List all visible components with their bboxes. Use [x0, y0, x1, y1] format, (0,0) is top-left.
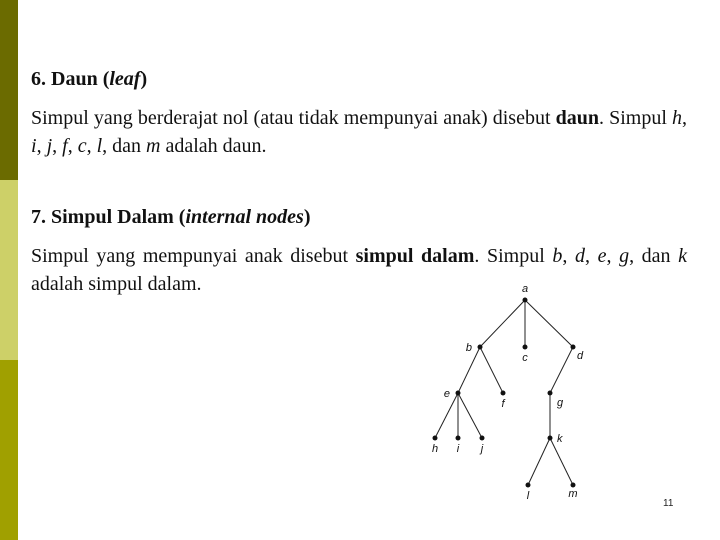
tree-node-e: [456, 391, 461, 396]
tree-node-a: [523, 298, 528, 303]
paragraph-leaf-definition: Simpul yang berderajat nol (atau tidak mempunyai anak) disebut daun. Simpul h, i, j, f, c, l, dan m adalah daun.: [31, 107, 687, 157]
tree-label-g: g: [557, 397, 564, 409]
tree-node-d: [571, 345, 576, 350]
tree-label-h: h: [431, 443, 439, 455]
tree-node-g: [548, 391, 553, 396]
left-accent-bar-middle: [0, 180, 18, 360]
tree-edge-k-m: [550, 438, 573, 485]
tree-node-h: [433, 436, 438, 441]
tree-node-c: [523, 345, 528, 350]
tree-node-k: [548, 436, 553, 441]
tree-label-c: c: [522, 352, 528, 364]
tree-label-f: f: [501, 398, 505, 410]
tree-node-j: [480, 436, 485, 441]
tree-label-b: b: [465, 342, 472, 354]
left-accent-bar-top: [0, 0, 18, 180]
tree-label-i: i: [456, 443, 460, 455]
tree-edge-b-f: [480, 347, 503, 393]
tree-edge-k-l: [528, 438, 550, 485]
tree-node-f: [501, 391, 506, 396]
tree-label-k: k: [557, 433, 563, 445]
page-number: 11: [663, 498, 674, 509]
tree-edge-a-b: [480, 300, 525, 347]
tree-diagram: [420, 280, 600, 510]
paragraph-internal-nodes-definition: Simpul yang mempunyai anak disebut simpul dalam. Simpul b, d, e, g, dan k adalah simpul dalam.: [31, 245, 688, 295]
tree-label-e: e: [443, 388, 450, 400]
tree-node-i: [456, 436, 461, 441]
tree-node-b: [478, 345, 483, 350]
heading-internal-nodes: 7. Simpul Dalam (internal nodes): [31, 206, 311, 228]
tree-label-j: j: [480, 443, 484, 455]
tree-edge-d-g: [550, 347, 573, 393]
left-accent-bar-bottom: [0, 360, 18, 540]
tree-label-m: m: [568, 488, 578, 500]
tree-label-l: l: [526, 490, 530, 502]
heading-leaf: 6. Daun (leaf): [31, 68, 148, 90]
tree-label-d: d: [577, 350, 584, 362]
tree-edge-a-d: [525, 300, 573, 347]
tree-node-l: [526, 483, 531, 488]
tree-node-m: [571, 483, 576, 488]
tree-edge-e-j: [458, 393, 482, 438]
tree-label-a: a: [521, 283, 529, 295]
